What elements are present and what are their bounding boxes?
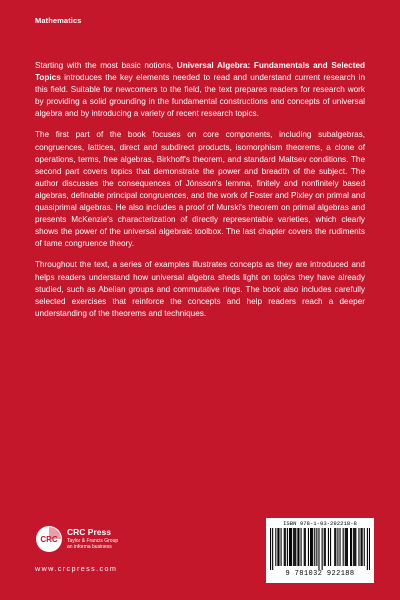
crc-logo-text: CRC: [40, 535, 58, 544]
barcode-bar: [281, 528, 282, 566]
publisher-url[interactable]: www.crcpress.com: [35, 564, 118, 573]
barcode-bar: [318, 528, 319, 570]
barcode-bar: [364, 528, 365, 566]
blurb-p1-rest: introduces the key elements needed to read and understand current research in this field. Suitable for newcomers to the field, the text prepares readers for research work by providing a solid grounding in the fundamental constructions and concepts of universal algebra and by introducing a variety of recent research topics.: [35, 73, 365, 119]
barcode-bar: [347, 528, 348, 566]
barcode-bar: [328, 528, 329, 566]
barcode-bar: [346, 528, 347, 566]
publisher-name: CRC Press: [67, 527, 111, 537]
blurb-paragraph-3: Throughout the text, a series of examples illustrates concepts as they are introduced and helps readers understand how universal algebra sheds light on topics they have already studied, such as Abelian groups and commutative rings. The book also includes carefully selected exercises that reinforce the concepts and help readers reach a deeper understanding of the theorems and techniques.: [35, 260, 365, 318]
blurb-paragraph-2: The first part of the book focuses on core components, including subalgebras, congruences, lattices, direct and subdirect products, isomorphism theorems, a clone of operations, terms, free algebras, Birkhoff's theorem, and standard Maltsev conditions. The second part covers topics that demonstrate the power and breadth of the subject. The author discusses the consequences of Jónsson's lemma, finitely and nonfinitely based algebras, definable principal congruences, and the work of Foster and Pixley on primal and quasiprimal algebras. He also includes a proof of Murski's theorem on primal algebras and presents McKenzie's characterization of directly representable varieties, which clearly shows the power of the universal algebraic toolbox. The last chapter covers the rudiments of tame congruence theory.: [35, 130, 365, 249]
barcode-bar: [305, 528, 306, 566]
barcode-bar: [351, 528, 352, 566]
barcode-bar: [324, 528, 325, 566]
barcode-bar: [285, 528, 286, 566]
barcode-bar: [354, 528, 355, 566]
barcode-bar: [312, 528, 313, 566]
barcode-bar: [335, 528, 336, 566]
barcode-bar: [322, 528, 323, 570]
barcode-bar: [294, 528, 295, 566]
isbn-barcode: [266, 518, 374, 583]
barcode-bar: [304, 528, 305, 566]
barcode-bar: [353, 528, 354, 566]
barcode-bar: [350, 528, 351, 566]
publisher-block: [35, 525, 205, 595]
book-title-inline: Universal Algebra: Fundamentals and Selected Topics: [35, 61, 366, 83]
barcode-bar: [355, 528, 356, 566]
barcode-bar: [325, 528, 326, 566]
crc-logo-icon: [35, 525, 63, 553]
barcode-bar: [310, 528, 311, 566]
publisher-tagline: an informa business: [67, 544, 112, 550]
barcode-bar: [301, 528, 302, 566]
barcode-bar: [358, 528, 359, 566]
barcode-bar: [293, 528, 294, 566]
barcode-bar: [270, 528, 271, 570]
barcode-bar: [367, 528, 368, 570]
barcode-bar: [314, 528, 315, 566]
barcode-bar: [339, 528, 340, 566]
barcode-digits: 9 781032 922188: [285, 570, 355, 578]
barcode-bar: [290, 528, 291, 566]
barcode-bar: [277, 528, 278, 566]
barcode-bar: [278, 528, 279, 566]
barcode-bar: [345, 528, 346, 566]
barcode-bar: [297, 528, 298, 566]
category-label: Mathematics: [35, 16, 82, 25]
barcode-bar: [330, 528, 331, 566]
barcode-bar: [308, 528, 309, 566]
barcode-bars: [270, 528, 370, 570]
barcode-bar: [272, 528, 273, 570]
blurb-p1-intro: Starting with the most basic notions,: [35, 61, 177, 70]
barcode-bar: [287, 528, 288, 566]
barcode-bar: [289, 528, 290, 566]
barcode-bar: [295, 528, 296, 566]
barcode-bar: [343, 528, 344, 566]
barcode-bar: [361, 528, 362, 566]
barcode-bar: [369, 528, 370, 570]
barcode-bar: [291, 528, 292, 566]
barcode-bar: [337, 528, 338, 566]
barcode-bar: [316, 528, 317, 566]
publisher-group: Taylor & Francis Group: [67, 538, 119, 544]
back-cover-blurb: [35, 60, 365, 329]
barcode-bar: [362, 528, 363, 566]
barcode-bar: [275, 528, 276, 566]
barcode-bar: [284, 528, 285, 566]
blurb-paragraph-1: [35, 60, 365, 120]
barcode-bar: [334, 528, 335, 566]
barcode-bar: [311, 528, 312, 566]
isbn-label: ISBN 978-1-03-292218-8: [283, 520, 357, 527]
barcode-bar: [298, 528, 299, 566]
